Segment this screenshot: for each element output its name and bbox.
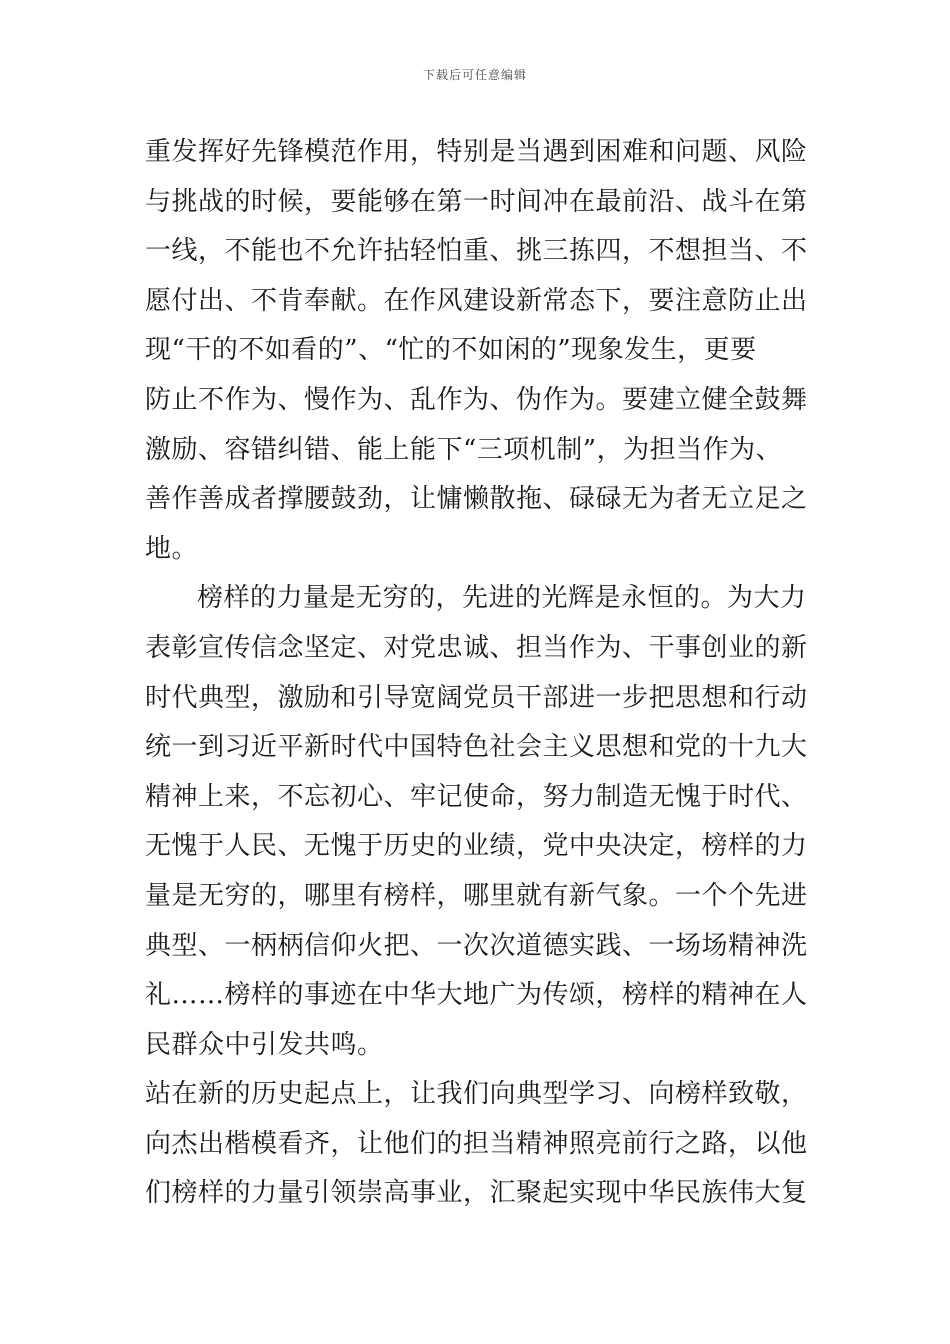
text-line: 重发挥好先锋模范作用，特别是当遇到困难和问题、风险: [145, 137, 808, 167]
text-line: 善作善成者撑腰鼓劲，让慵懒散拖、碌碌无为者无立足之: [145, 484, 808, 515]
text-line: 向杰出楷模看齐，让他们的担当精神照亮前行之路，以他: [145, 1128, 808, 1159]
text-line: 现“干的不如看的”、“忙的不如闲的”现象发生，更要: [145, 335, 757, 366]
page-header: 下载后可任意编辑: [422, 68, 527, 82]
text-line: 民群众中引发共鸣。: [145, 1029, 384, 1060]
text-line: 无愧于人民、无愧于历史的业绩，党中央决定，榜样的力: [145, 831, 808, 862]
text-line: 激励、容错纠错、能上能下“三项机制”，为担当作为、: [145, 434, 783, 465]
text-line: 地。: [145, 533, 199, 564]
text-line: 表彰宣传信念坚定、对党忠诚、担当作为、干事创业的新: [145, 632, 808, 663]
text-line: 时代典型，激励和引导宽阔党员干部进一步把思想和行动: [145, 682, 808, 713]
document-body: [145, 128, 810, 1219]
text-line: 典型、一柄柄信仰火把、一次次道德实践、一场场精神洗: [145, 930, 808, 961]
text-line: 与挑战的时候，要能够在第一时间冲在最前沿、战斗在第: [145, 186, 808, 217]
text-line: 量是无穷的，哪里有榜样，哪里就有新气象。一个个先进: [145, 880, 808, 911]
text-line: 精神上来，不忘初心、牢记使命，努力制造无愧于时代、: [145, 781, 808, 812]
paragraph-first-line: 榜样的力量是无穷的，先进的光辉是永恒的。为大力: [197, 583, 807, 614]
paragraph-first-line: 站在新的历史起点上，让我们向典型学习、向榜样致敬，: [145, 1079, 808, 1110]
text-line: 一线，不能也不允许拈轻怕重、挑三拣四，不想担当、不: [145, 236, 808, 267]
text-line: 们榜样的力量引领崇高事业，汇聚起实现中华民族伟大复: [145, 1178, 808, 1209]
text-line: 统一到习近平新时代中国特色社会主义思想和党的十九大: [145, 732, 808, 763]
text-line: 防止不作为、慢作为、乱作为、伪作为。要建立健全鼓舞: [145, 384, 808, 415]
text-line: 礼……榜样的事迹在中华大地广为传颂，榜样的精神在人: [145, 980, 808, 1011]
text-line: 愿付出、不肯奉献。在作风建设新常态下，要注意防止出: [145, 285, 808, 316]
